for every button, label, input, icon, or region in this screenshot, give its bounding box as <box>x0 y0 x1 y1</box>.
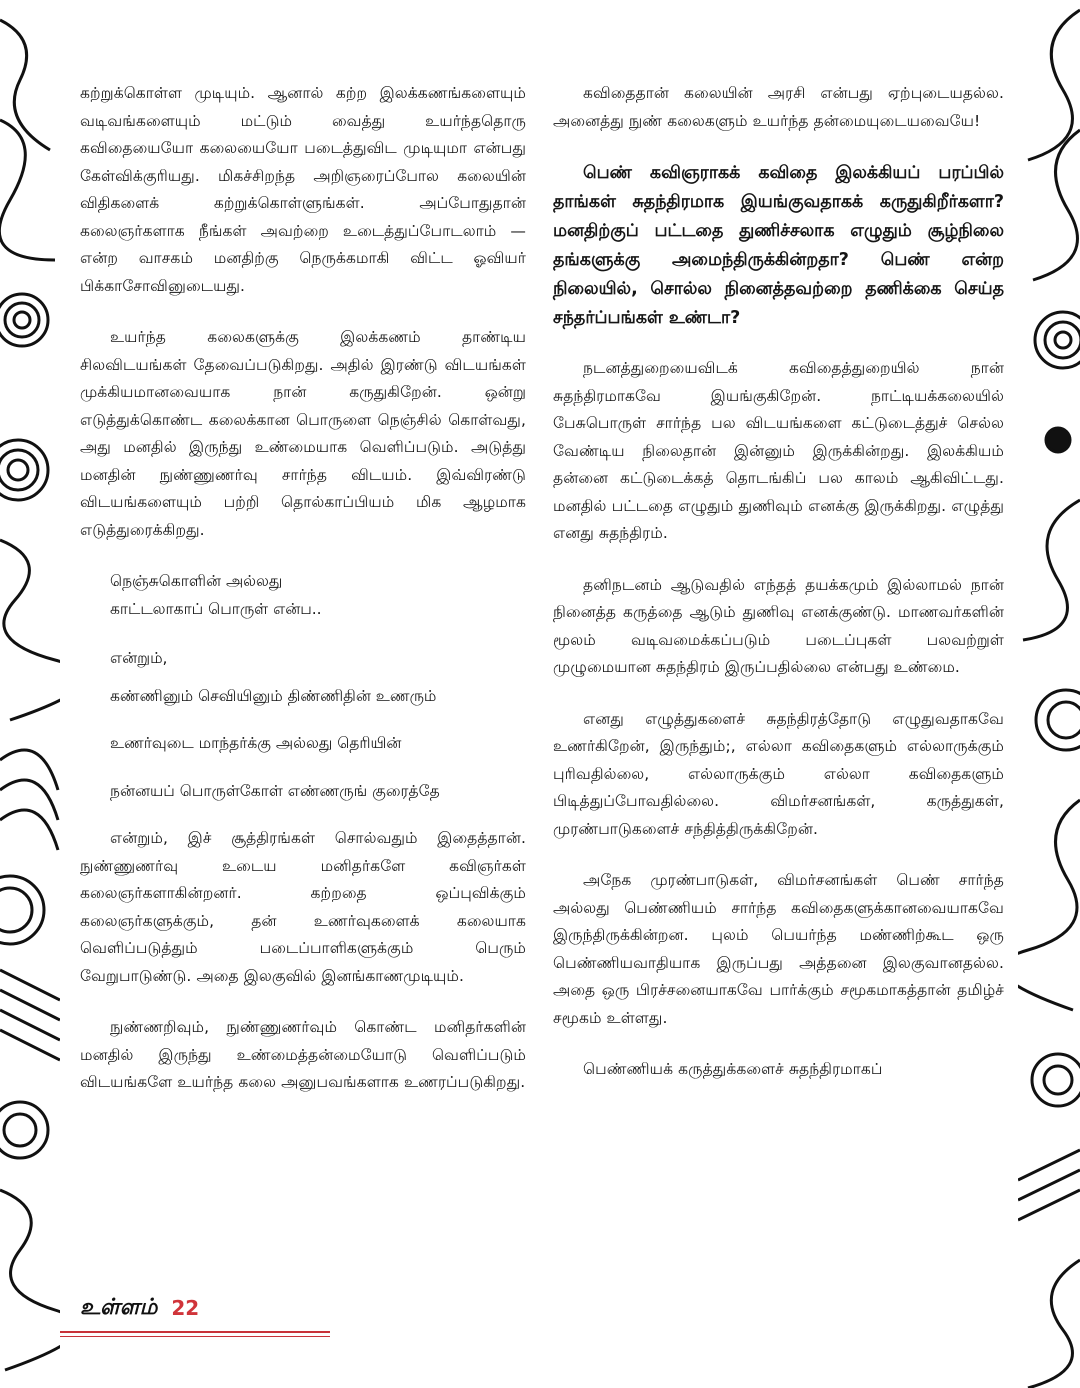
footer-rule <box>60 1331 330 1333</box>
verse-line: காட்டலாகாப் பொருள் என்ப.. <box>110 599 322 618</box>
right-column <box>553 80 1004 1108</box>
verse-block <box>80 568 526 623</box>
paragraph: அநேக முரண்பாடுகள், விமர்சனங்கள் பெண் சார்ந்த அல்லது பெண்ணியம் சார்ந்த கவிதைகளுக்கானவையாகவே இருந்திருக்கின்றன. புலம் பெயர்ந்த மண்ணிற்கூட ஒரு பெண்ணியவாதியாக இருப்பது அத்தனை இலகுவானதல்ல. அதை ஒரு பிரச்சனையாகவே பார்க்கும் சமூகமாகத்தான் தமிழ்ச் சமூகம் உள்ளது. <box>553 871 1004 1027</box>
left-column <box>80 80 526 1121</box>
left-doodle-border <box>0 0 60 1388</box>
verse-line: நெஞ்சுகொளின் அல்லது <box>110 572 283 590</box>
paragraph: எனது எழுத்துகளைச் சுதந்திரத்தோடு எழுதுவதாகவே உணர்கிறேன், இருந்தும்;, எல்லா கவிதைகளும் எல்லாருக்கும் புரிவதில்லை, எல்லாருக்கும் எல்லா கவிதைகளும் பிடித்துப்போவதில்லை. விமர்சனங்கள், கருத்துகள், முரண்பாடுகளைச் சந்தித்திருக்கிறேன். <box>553 709 1004 838</box>
verse-line: நன்னயப் பொருள்கோள் எண்ணருங் குரைத்தே <box>110 781 440 800</box>
interview-question: பெண் கவிஞராகக் கவிதை இலக்கியப் பரப்பில் தாங்கள் சுதந்திரமாக இயங்குவதாகக் கருதுகிறீர்களா? மனதிற்குப் பட்டதை துணிச்சலாக எழுதும் சூழ்நிலை தங்களுக்கு அமைந்திருக்கின்றதா? பெண் என்ற நிலையில், சொல்ல நினைத்தவற்றை தணிக்கை செய்த சந்தர்ப்பங்கள் உண்டா? <box>553 163 1004 328</box>
doodle-pattern-icon <box>1018 0 1080 1388</box>
paragraph: நடனத்துறையைவிடக் கவிதைத்துறையில் நான் சுதந்திரமாகவே இயங்குகிறேன். நாட்டியக்கலையில் பேசுபொருள் சார்ந்த பல விடயங்களை கட்டுடைத்துச் செல்ல வேண்டிய நிலைதான் இன்னும் இருக்கின்றது. இலக்கியம் தன்னை கட்டுடைக்கத் தொடங்கிப் பல காலம் ஆகிவிட்டது. மனதில் பட்டதை எழுதும் துணிவும் எனக்கு இருக்கிறது. எழுத்து எனது சுதந்திரம். <box>553 359 1004 542</box>
verse-block <box>80 645 526 673</box>
paragraph: கவிதைதான் கலையின் அரசி என்பது ஏற்புடையதல்ல. அனைத்து நுண் கலைகளும் உயர்ந்த தன்மையுடையவையே! <box>553 84 1004 130</box>
verse-line: உணர்வுடை மாந்தர்க்கு அல்லது தெரியின் <box>110 734 402 752</box>
right-doodle-border <box>1018 0 1080 1388</box>
paragraph: கற்றுக்கொள்ள முடியும். ஆனால் கற்ற இலக்கணங்களையும் வடிவங்களையும் மட்டும் வைத்து உயர்ந்ததொரு கவிதையையோ கலையையோ படைத்துவிட முடியுமா என்பது கேள்விக்குரியது. மிகச்சிறந்த அறிஞரைப்போல கலையின் விதிகளைக் கற்றுக்கொள்ளுங்கள். அப்போதுதான் கலைஞர்களாக நீங்கள் அவற்றை உடைத்துப்போடலாம் — என்ற வாசகம் மனதிற்கு நெருக்கமாகி விட்ட ஓவியர் பிக்காசோவினுடையது. <box>80 84 526 295</box>
magazine-logo: உள்ளம் <box>80 1294 158 1320</box>
paragraph: தனிநடனம் ஆடுவதில் எந்தத் தயக்கமும் இல்லாமல் நான் நினைத்த கருத்தை ஆடும் துணிவு எனக்குண்டு. மாணவர்களின் மூலம் வடிவமைக்கப்படும் படைப்புகள் பலவற்றுள் முழுமையான சுதந்திரம் இருப்பதில்லை என்பது உண்மை. <box>553 575 1004 676</box>
verse-connector: என்றும், <box>110 649 168 667</box>
doodle-pattern-icon <box>0 0 60 1388</box>
page-footer <box>80 1296 199 1318</box>
paragraph: நுண்ணறிவும், நுண்ணுணர்வும் கொண்ட மனிதர்களின் மனதில் இருந்து உண்மைத்தன்மையோடு வெளிப்படும் விடயங்களே உயர்ந்த கலை அனுபவங்களாக உணரப்படுகிறது. <box>80 1018 526 1091</box>
page-number: 22 <box>171 1296 200 1320</box>
footer-rule <box>60 1336 330 1337</box>
paragraph: உயர்ந்த கலைகளுக்கு இலக்கணம் தாண்டிய சிலவிடயங்கள் தேவைப்படுகிறது. அதில் இரண்டு விடயங்கள் முக்கியமானவையாக நான் கருதுகிறேன். ஒன்று எடுத்துக்கொண்ட கலைக்கான பொருளை நெஞ்சில் கொள்வது, அது மனதில் இருந்து உண்மையாக வெளிப்படும். அடுத்து மனதின் நுண்ணுணர்வு சார்ந்த விடயம். இவ்விரண்டு விடயங்களையும் பற்றி தொல்காப்பியம் மிக ஆழமாக எடுத்துரைக்கிறது. <box>80 328 526 539</box>
paragraph: பெண்ணியக் கருத்துக்களைச் சுதந்திரமாகப் <box>583 1060 883 1078</box>
paragraph: என்றும், இச் சூத்திரங்கள் சொல்வதும் இதைத்தான். நுண்ணுணர்வு உடைய மனிதர்களே கவிஞர்கள் கலைஞர்களாகின்றனர். கற்றதை ஒப்புவிக்கும் கலைஞர்களுக்கும், தன் உணர்வுகளைக் கலையாக வெளிப்படுத்தும் படைப்பாளிகளுக்கும் பெரும் வேறுபாடுண்டு. அதை இலகுவில் இனங்காணமுடியும். <box>80 829 526 985</box>
verse-line: கண்ணினும் செவியினும் திண்ணிதின் உணரும் <box>110 686 437 705</box>
